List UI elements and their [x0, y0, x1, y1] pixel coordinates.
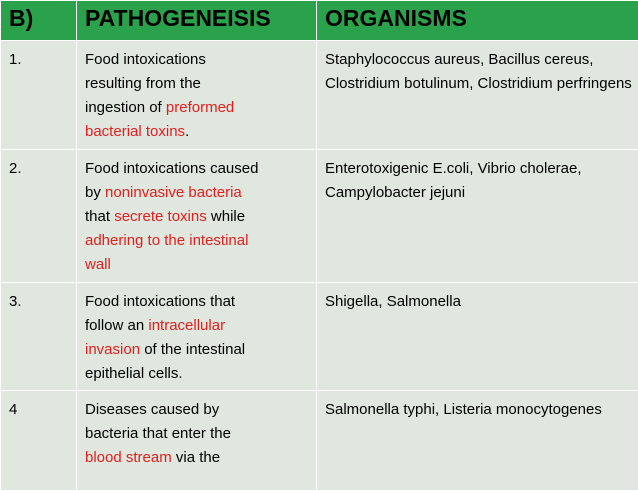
pathogenesis-text: bacteria that enter the — [85, 425, 231, 442]
pathogenesis-cell — [77, 150, 317, 283]
pathogenesis-text: Food intoxications — [85, 51, 206, 68]
pathogenesis-text: via the — [172, 449, 220, 466]
pathogenesis-text: epithelial cells. — [85, 365, 183, 382]
pathogenesis-text: by — [85, 184, 105, 201]
pathogenesis-text: follow an — [85, 317, 148, 334]
highlighted-term: noninvasive bacteria — [105, 184, 242, 201]
pathogenesis-text: Diseases caused by — [85, 401, 219, 418]
header-organisms: ORGANISMS — [317, 1, 638, 41]
highlighted-term: wall — [85, 256, 111, 273]
pathogenesis-cell — [77, 283, 317, 391]
highlighted-term: secrete toxins — [114, 208, 207, 225]
pathogenesis-cell — [77, 391, 317, 491]
pathogenesis-text: while — [207, 208, 245, 225]
table-header-row — [1, 1, 638, 41]
table-row — [1, 391, 638, 491]
row-number: 2. — [1, 150, 77, 283]
highlighted-term: blood stream — [85, 449, 172, 466]
highlighted-term: preformed — [166, 99, 234, 116]
row-number: 4 — [1, 391, 77, 491]
pathogenesis-text: . — [185, 123, 189, 140]
highlighted-term: invasion — [85, 341, 140, 358]
pathogenesis-text: Food intoxications caused — [85, 160, 258, 177]
organisms-cell: Shigella, Salmonella — [317, 283, 638, 391]
highlighted-term: intracellular — [148, 317, 225, 334]
pathogenesis-text: resulting from the — [85, 75, 201, 92]
highlighted-term: bacterial toxins — [85, 123, 185, 140]
table-row — [1, 41, 638, 150]
header-pathogenesis: PATHOGENEISIS — [77, 1, 317, 41]
organisms-cell: Staphylococcus aureus, Bacillus cereus, Clostridium botulinum, Clostridium perfringens — [317, 41, 638, 150]
highlighted-term: adhering to the intestinal — [85, 232, 248, 249]
table-row — [1, 150, 638, 283]
pathogenesis-cell — [77, 41, 317, 150]
row-number: 1. — [1, 41, 77, 150]
header-section-label: B) — [1, 1, 77, 41]
pathogenesis-text: of the intestinal — [140, 341, 245, 358]
organisms-cell: Salmonella typhi, Listeria monocytogenes — [317, 391, 638, 491]
pathogenesis-text: Food intoxications that — [85, 293, 235, 310]
organisms-cell: Enterotoxigenic E.coli, Vibrio cholerae, Campylobacter jejuni — [317, 150, 638, 283]
pathogenesis-text: ingestion of — [85, 99, 166, 116]
table-row — [1, 283, 638, 391]
row-number: 3. — [1, 283, 77, 391]
pathogenesis-text: that — [85, 208, 114, 225]
